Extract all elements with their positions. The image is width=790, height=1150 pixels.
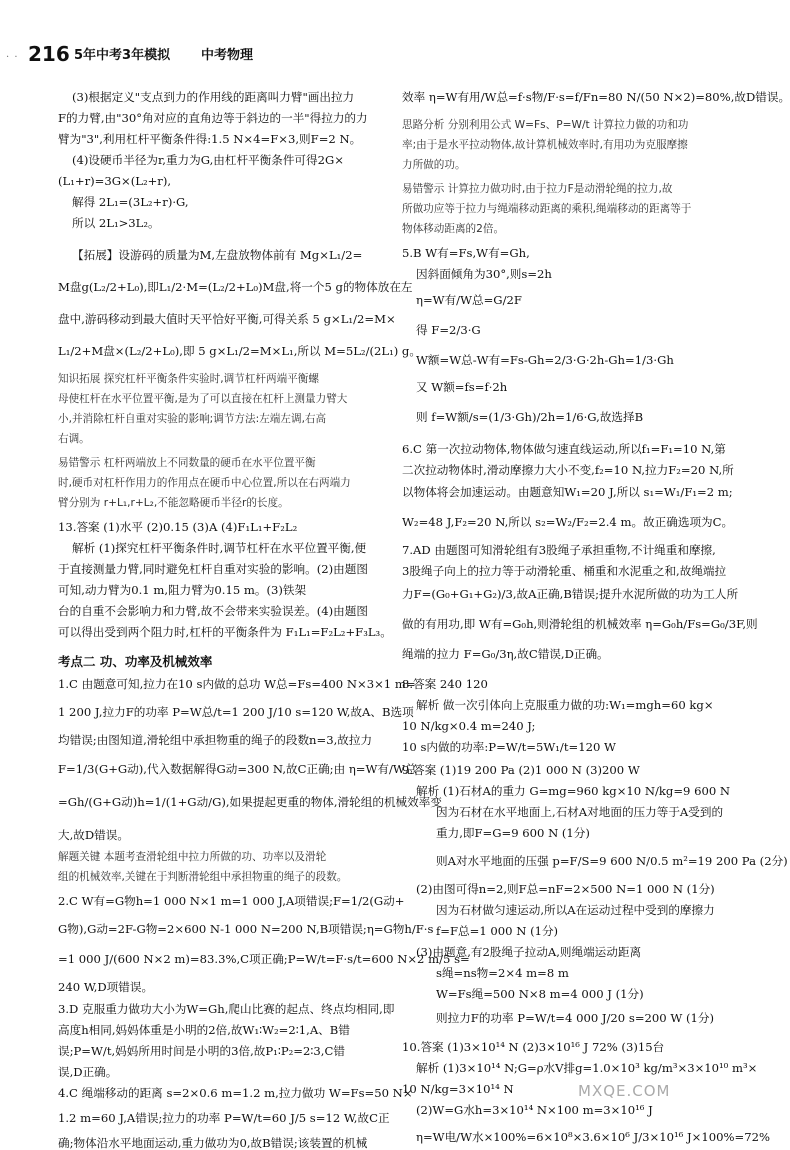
text-line: 力F=(G₀+G₁+G₂)/3,故A正确,B错误;提升水泥所做的功为工人所	[402, 587, 739, 601]
text-line: 1.C 由题意可知,拉力在10 s内做的总功 W总=Fs=400 N×3×1 m=	[58, 677, 416, 691]
text-line: η=W电/W水×100%=6×10⁸×3.6×10⁶ J/3×10¹⁶ J×100%=72%	[416, 1130, 770, 1144]
text-line: M盘g(L₂/2+L₀),即L₁/2·M=(L₂/2+L₀)M盘,将一个5 g的物体放在左	[58, 280, 413, 294]
text-line: (2)由图可得n=2,则F总=nF=2×500 N=1 000 N (1分)	[416, 882, 715, 896]
text-line: F=1/3(G+G动),代入数据解得G动=300 N,故C正确;由 η=W有/W总	[58, 762, 417, 776]
text-line: 所做功应等于拉力与绳端移动距离的乘积,绳端移动的距离等于	[402, 203, 692, 215]
page-header	[6, 44, 744, 68]
text-line: 3.D 克服重力做功大小为W=Gh,爬山比赛的起点、终点均相同,即	[58, 1002, 395, 1016]
text-line: 可知,动力臂为0.1 m,阻力臂为0.15 m。(3)铁架	[58, 583, 307, 597]
text-line: s绳=ns物=2×4 m=8 m	[436, 966, 569, 980]
text-line: 绳端的拉力 F=G₀/3η,故C错误,D正确。	[402, 647, 609, 661]
text-line: 力所做的功。	[402, 159, 466, 171]
text-line: 二次拉动物体时,滑动摩擦力大小不变,f₂=10 N,拉力F₂=20 N,所	[402, 463, 734, 477]
text-line: 则拉力F的功率 P=W/t=4 000 J/20 s=200 W (1分)	[436, 1011, 714, 1025]
text-line: 2.C W有=G物h=1 000 N×1 m=1 000 J,A项错误;F=1/2(G动+	[58, 894, 405, 908]
text-line: 时,硬币对杠杆作用力的作用点在硬币中心位置,所以在右两端力	[58, 477, 351, 489]
text-line: 重力,即F=G=9 600 N (1分)	[436, 826, 590, 840]
text-line: 因为石材在水平地面上,石材A对地面的压力等于A受到的	[436, 805, 724, 819]
text-line: (3)由题意,有2股绳子拉动A,则绳端运动距离	[416, 945, 642, 959]
text-line: 则 f=W额/s=(1/3·Gh)/2h=1/6·G,故选择B	[416, 410, 644, 424]
text-line: 7.AD 由题图可知滑轮组有3股绳子承担重物,不计绳重和摩擦,	[402, 543, 716, 557]
text-line: 10 N/kg×0.4 m=240 J;	[402, 719, 536, 733]
callout-knowledge-extension: 知识拓展 探究杠杆平衡条件实验时,调节杠杆两端平衡螺	[58, 373, 319, 385]
text-line: W额=W总-W有=Fs-Gh=2/3·G·2h-Gh=1/3·Gh	[416, 353, 674, 367]
text-line: 确;物体沿水平地面运动,重力做功为0,故B错误;该装置的机械	[58, 1136, 368, 1150]
text-line: 【拓展】设游码的质量为M,左盘放物体前有 Mg×L₁/2=	[72, 248, 363, 262]
right-column	[402, 90, 790, 1144]
text-line: L₁/2+M盘×(L₂/2+L₀),即 5 g×L₁/2=M×L₁,所以 M=5L₂/(2L₁) g。	[58, 344, 421, 358]
text-line: G物),G动=2F-G物=2×600 N-1 000 N=200 N,B项错误;η=G物h/F·s	[58, 922, 434, 936]
text-line: η=W有/W总=G/2F	[416, 293, 522, 307]
text-line: 臂分别为 r+L₁,r+L₂,不能忽略硬币半径r的长度。	[58, 497, 289, 509]
text-line: 率;由于是水平拉动物体,故计算机械效率时,有用功为克服摩擦	[402, 139, 688, 151]
text-line: 10 N/kg=3×10¹⁴ N	[402, 1082, 514, 1096]
text-line: 可以得出受到两个阻力时,杠杆的平衡条件为 F₁L₁=F₂L₂+F₃L₃。	[58, 625, 392, 639]
answer-8: 8.答案 240 120	[402, 677, 488, 691]
text-line: 所以 2L₁>3L₂。	[72, 216, 160, 230]
text-line: 解得 2L₁=(3L₂+r)·G,	[72, 195, 189, 209]
text-line: W=Fs绳=500 N×8 m=4 000 J (1分)	[436, 987, 644, 1001]
subject-title: 中考物理	[201, 48, 254, 63]
text-line: 均错误;由图知道,滑轮组中承担物重的绳子的段数n=3,故拉力	[58, 733, 373, 747]
text-line: 大,故D错误。	[58, 828, 129, 842]
text-line: (L₁+r)=3G×(L₂+r),	[58, 174, 172, 188]
text-line: 1.2 m=60 J,A错误;拉力的功率 P=W/t=60 J/5 s=12 W,故C正	[58, 1111, 390, 1125]
text-line: 高度h相同,妈妈体重是小明的2倍,故W₁∶W₂=2∶1,A、B错	[58, 1023, 350, 1037]
section-heading: 考点二 功、功率及机械效率	[58, 654, 213, 669]
text-line: 解析 做一次引体向上克服重力做的功:W₁=mgh=60 kg×	[416, 698, 714, 712]
text-line: 3股绳子向上的拉力等于动滑轮重、桶重和水泥重之和,故绳端拉	[402, 564, 727, 578]
text-line: 因为石材做匀速运动,所以A在运动过程中受到的摩擦力	[436, 903, 715, 917]
text-line: 10 s内做的功率:P=W/t=5W₁/t=120 W	[402, 740, 616, 754]
text-line: 解析 (1)探究杠杆平衡条件时,调节杠杆在水平位置平衡,便	[72, 541, 367, 555]
text-line: 1 200 J,拉力F的功率 P=W总/t=1 200 J/10 s=120 W,故A、B选项	[58, 705, 414, 719]
text-line: 解析 (1)3×10¹⁴ N;G=ρ水V排g=1.0×10³ kg/m³×3×10¹⁰ m³×	[416, 1061, 758, 1075]
text-line: (2)W=G水h=3×10¹⁴ N×100 m=3×10¹⁶ J	[416, 1103, 653, 1117]
text-line: 组的机械效率,关键在于判断滑轮组中承担物重的绳子的段数。	[58, 871, 348, 883]
text-line: (4)设硬币半径为r,重力为G,由杠杆平衡条件可得2G×	[72, 153, 344, 167]
text-line: 5.B W有=Fs,W有=Gh,	[402, 246, 530, 260]
text-line: 240 W,D项错误。	[58, 980, 154, 994]
page-number: 216	[28, 42, 70, 66]
text-line: 又 W额=fs=f·2h	[416, 380, 508, 394]
text-line: 以物体将会加速运动。由题意知W₁=20 J,所以 s₁=W₁/F₁=2 m;	[402, 485, 733, 499]
text-line: (3)根据定义"支点到力的作用线的距离叫力臂"画出拉力	[72, 90, 355, 104]
text-line: 物体移动距离的2倍。	[402, 223, 505, 235]
answer-9: 9.答案 (1)19 200 Pa (2)1 000 N (3)200 W	[402, 763, 640, 777]
text-line: 效率 η=W有用/W总=f·s物/F·s=f/Fn=80 N/(50 N×2)=80%,故D错误。	[402, 90, 790, 104]
text-line: f=F总=1 000 N (1分)	[436, 924, 559, 938]
text-line: 做的有用功,即 W有=G₀h,则滑轮组的机械效率 η=G₀h/Fs=G₀/3F,则	[402, 617, 758, 631]
text-line: =Gh/(G+G动)h=1/(1+G动/G),如果提起更重的物体,滑轮组的机械效率变	[58, 795, 442, 809]
text-line: 得 F=2/3·G	[416, 323, 481, 337]
text-line: 则A对水平地面的压强 p=F/S=9 600 N/0.5 m²=19 200 Pa (2分)	[436, 854, 788, 868]
text-line: F的力臂,由"30°角对应的直角边等于斜边的一半"得拉力的力	[58, 111, 368, 125]
header-dots: · ·	[6, 52, 19, 63]
text-line: 因斜面倾角为30°,则s=2h	[416, 267, 552, 281]
text-line: 台的自重不会影响力和力臂,故不会带来实验误差。(4)由题图	[58, 604, 368, 618]
answer-13: 13.答案 (1)水平 (2)0.15 (3)A (4)F₁L₁+F₂L₂	[58, 520, 298, 534]
answer-10: 10.答案 (1)3×10¹⁴ N (2)3×10¹⁶ J 72% (3)15台	[402, 1040, 665, 1054]
text-line: =1 000 J/(600 N×2 m)=83.3%,C项正确;P=W/t=F·s/t=600 N×2 m/5 s=	[58, 952, 470, 966]
text-line: 4.C 绳端移动的距离 s=2×0.6 m=1.2 m,拉力做功 W=Fs=50 N×	[58, 1086, 413, 1100]
text-line: 母使杠杆在水平位置平衡,是为了可以直接在杠杆上测量力臂大	[58, 393, 348, 405]
text-line: W₂=48 J,F₂=20 N,所以 s₂=W₂/F₂=2.4 m。故正确选项为C。	[402, 515, 734, 529]
callout-error-warning: 易错警示 杠杆两端放上不同数量的硬币在水平位置平衡	[58, 457, 316, 469]
text-line: 于直接测量力臂,同时避免杠杆自重对实验的影响。(2)由题图	[58, 562, 368, 576]
callout-analysis: 思路分析 分别利用公式 W=Fs、P=W/t 计算拉力做的功和功	[402, 119, 689, 131]
text-line: 6.C 第一次拉动物体,物体做匀速直线运动,所以f₁=F₁=10 N,第	[402, 442, 726, 456]
text-line: 误;P=W/t,妈妈所用时间是小明的3倍,故P₁∶P₂=2∶3,C错	[58, 1044, 345, 1058]
callout-error-warning: 易错警示 计算拉力做功时,由于拉力F是动滑轮绳的拉力,故	[402, 183, 673, 195]
book-series-title: 5年中考3年模拟	[74, 48, 171, 63]
text-line: 右调。	[58, 433, 90, 445]
callout-key-point: 解题关键 本题考查滑轮组中拉力所做的功、功率以及滑轮	[58, 851, 327, 863]
text-line: 臂为"3",利用杠杆平衡条件得:1.5 N×4=F×3,则F=2 N。	[58, 132, 362, 146]
watermark-logo: MXQE.COM	[578, 1082, 671, 1100]
text-line: 盘中,游码移动到最大值时天平恰好平衡,可得关系 5 g×L₁/2=M×	[58, 312, 396, 326]
text-line: 误,D正确。	[58, 1065, 118, 1079]
text-line: 解析 (1)石材A的重力 G=mg=960 kg×10 N/kg=9 600 N	[416, 784, 731, 798]
text-line: 小,并消除杠杆自重对实验的影响;调节方法:左端左调,右高	[58, 413, 327, 425]
